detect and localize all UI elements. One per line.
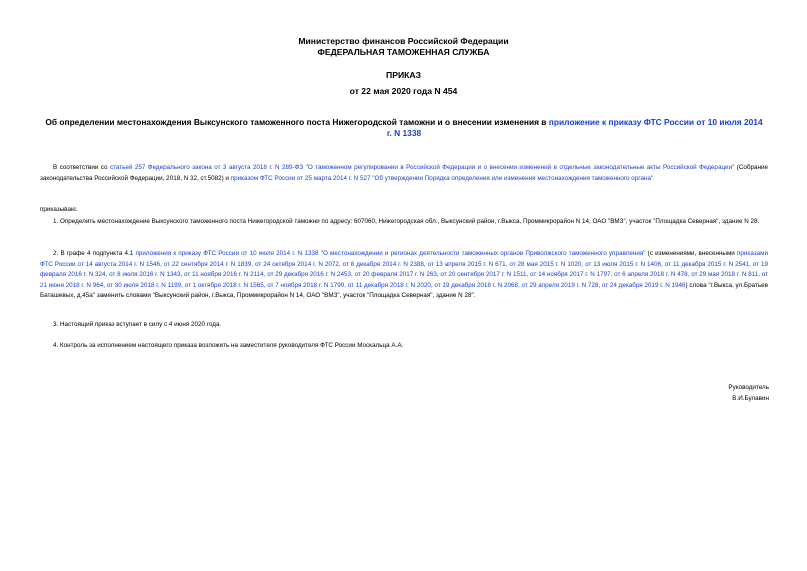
item-3-paragraph: 3. Настоящий приказ вступает в силу с 4 июня 2020 года.: [53, 321, 222, 328]
doc-date-number: от 22 мая 2020 года N 454: [349, 86, 458, 96]
item-4-paragraph: 4. Контроль за исполнением настоящего приказа возложить на заместителя руководителя ФТС России Москальца А.А.: [53, 342, 404, 349]
preamble-paragraph: [40, 163, 768, 184]
item-1-paragraph: 1. Определить местонахождение Выксунского таможенного поста Нижегородской таможни по адресу: 607060, Нижегородская обл., Выксунский район, г.Выкса, Проммикрорайон N 14, ОАО "ВМЗ", участок "Площадка Северная", здание N 28.: [53, 218, 760, 225]
preamble-text-1: В соответствии со: [53, 164, 110, 171]
law-article-link[interactable]: статьей 257 Федерального закона от 3 августа 2018 г. N 289-ФЗ "О таможенном регулировании в Российской Федерации и о внесении изменений в отдельные законодательные акты Российской Федерации": [109, 164, 735, 171]
title-text: Об определении местонахождения Выксунского таможенного поста Нижегородской таможни и о внесении изменения в: [45, 117, 549, 127]
item-2-text-3: ) слова "г.Выкса, ул.Братьев Баташевых, д.45а" заменить словами "Выксунский район, г.Выкса, Проммикрорайон N 14, ОАО "ВМЗ", участок "Площадка Северная", здание N 28".: [40, 281, 768, 299]
title-link[interactable]: приложение к приказу ФТС России от 10 июля 2014 г. N 1338: [386, 117, 763, 138]
doc-type-heading: ПРИКАЗ: [386, 70, 421, 80]
item-2-paragraph: [40, 249, 768, 302]
order-word: приказываю:: [40, 206, 78, 213]
document-title: [45, 117, 763, 139]
ministry-heading: Министерство финансов Российской Федерации: [298, 36, 509, 46]
item-2-text-1: 2. В графе 4 подпункта 4.1: [53, 250, 136, 257]
preamble-text-2: (Собрание законодательства Российской Федерации, 2018, N 32, ст.5082) и: [40, 164, 768, 182]
amending-orders-link[interactable]: приказами ФТС России от 14 августа 2014 г. N 1546, от 22 сентября 2014 г. N 1839, от 24 октября 2014 г. N 2072, от 8 декабря 2014 г. N 2388, от 13 апреля 2015 г. N 671, от 28 мая 2015 г. N 1020, от 13 июля 2015 г. N 1406, от 11 декабря 2015 г. N 2541, от 19 февраля 2016 г. N 324, от 8 июля 2016 г. N 1343, от 11 ноября 2016 г. N 2114, от 29 декабря 2016 г. N 2453, от 20 февраля 2017 г. N 263, от 20 сентября 2017 г. N 1511, от 14 ноября 2017 г. N 1797, от 6 апреля 2018 г. N 478, от 29 мая 2018 г. N 811, от 21 июня 2018 г. N 964, от 30 июля 2018 г. N 1199, от 1 октября 2018 г. N 1565, от 7 ноября 2018 г. N 1790, от 11 декабря 2018 г. N 2020, от 19 декабря 2018 г. N 2068, от 29 апреля 2019 г. N 728, от 24 декабря 2019 г. N 1946: [40, 250, 768, 289]
service-heading: ФЕДЕРАЛЬНАЯ ТАМОЖЕННАЯ СЛУЖБА: [317, 47, 490, 57]
fts-order-527-link[interactable]: приказом ФТС России от 25 марта 2014 г. N 527 "Об утверждении Порядка определения или изменения местонахождения таможенного органа": [230, 174, 654, 182]
item-2-text-2: (с изменениями, внесенными: [645, 250, 737, 257]
signature-name: В.И.Булавин: [732, 395, 769, 402]
signature-position: Руководитель: [728, 384, 769, 391]
appendix-order-1338-link[interactable]: приложения к приказу ФТС России от 10 июля 2014 г. N 1338 "О местонахождении и регионах деятельности таможенных органов Приволжского таможенного управления": [135, 250, 646, 257]
